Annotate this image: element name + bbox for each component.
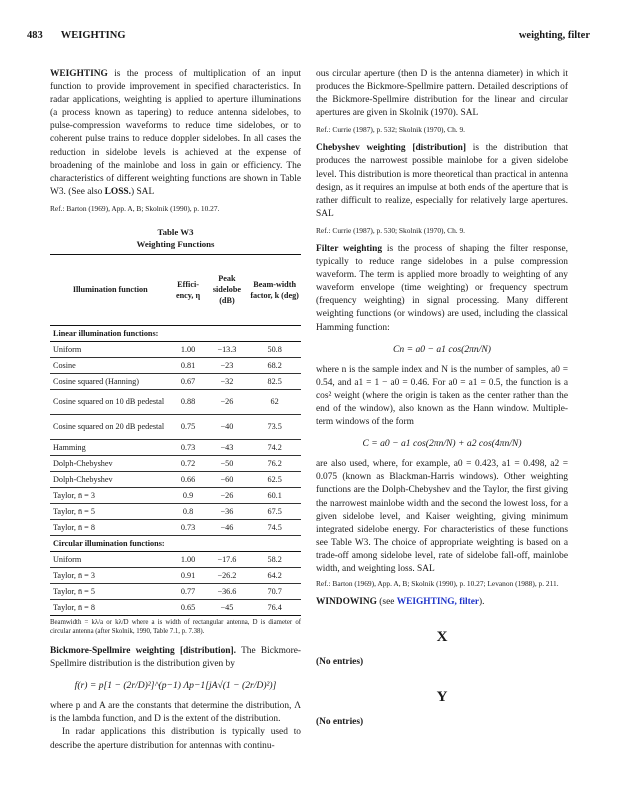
cell-efficiency: 1.00 (170, 341, 205, 357)
cell-function: Cosine (50, 357, 170, 373)
chebyshev-entry (316, 142, 568, 221)
bickmore-intro: The Bickmore-Spellmire distribution is the distribution given by (50, 645, 301, 670)
weighting-term: WEIGHTING (50, 69, 108, 79)
cell-beamwidth: 60.1 (248, 487, 301, 503)
right-column (316, 68, 568, 730)
filter-text3: are also used, where, for example, a0 = 0.423, a1 = 0.498, a2 = 0.075 (known as Blackman-Harris windows). Other weighting functions are the Dolph-Chebyshev and the Taylor, the first giving the narrowest mainlobe width and the second the lowest loss, for a given sidelobe level, and Kaiser weighting, giving minimum integrated sidelobe energy. For characteristics of these functions see Table W3. The choice of appropriate weighting is based on a trade-off among sidelobe level, rate of sidelobe fall-off, mainlobe width, and weighting loss. SAL (316, 459, 568, 574)
windowing-term: WINDOWING (316, 597, 377, 608)
bickmore-entry (50, 645, 301, 671)
cell-function: Taylor, n̄ = 8 (50, 599, 170, 615)
table-row (50, 389, 301, 414)
windowing-link[interactable]: WEIGHTING, filter (396, 597, 480, 608)
filter-term: Filter weighting (316, 243, 383, 254)
table-row (50, 599, 301, 615)
table-row (50, 519, 301, 535)
cell-efficiency: 0.88 (170, 389, 205, 414)
cell-beamwidth: 70.7 (248, 583, 301, 599)
cell-peak-sidelobe: −17.6 (206, 551, 249, 567)
chebyshev-text: is the distribution that produces the narrowest possible mainlobe for a given sidelobe level. This distribution is more theoretical than practical in antenna design, as it requires an impulse at both ends of the aperture that is rather difficult to realize, especially for relatively large apertures. SAL (316, 143, 568, 219)
table-row (50, 414, 301, 439)
table-header-row (50, 254, 301, 325)
table-row (50, 357, 301, 373)
bickmore-ref: Ref.: Currie (1987), p. 532; Skolnik (1970), Ch. 9. (316, 125, 466, 135)
table-row (50, 439, 301, 455)
cell-beamwidth: 73.5 (248, 414, 301, 439)
cell-beamwidth: 68.2 (248, 357, 301, 373)
col-efficiency: Effici-ency, η (170, 254, 205, 325)
windowing-pre: (see (376, 597, 397, 608)
cell-efficiency: 0.73 (170, 519, 205, 535)
x-no-entries: (No entries) (316, 657, 364, 668)
letter-y: Y (436, 689, 448, 706)
cell-peak-sidelobe: −46 (206, 519, 249, 535)
page-header (27, 30, 590, 46)
chebyshev-term: Chebyshev weighting [distribution] (316, 143, 466, 154)
bickmore-text2: In radar applications this distribution is typically used to describe the aperture distribution for antennas with continu- (50, 727, 301, 751)
table-row (50, 471, 301, 487)
table-caption (50, 226, 301, 250)
section-row-circular (50, 535, 301, 551)
weighting-text: is the process of multiplication of an input function to provide improvement in specified characteristics. In radar applications, weighting is applied to aperture illuminations (a process known as tapering) to reduce antenna sidelobes, to pulse-compression waveforms to reduce time sidelobes, or to coherent pulse trains to reduce doppler sidelobes. In all cases the reduction in sidelobe levels is achieved at the expense of broadening of the mainlobe and loss in gain or efficiency. The characteristics of different weighting functions are shown in Table W3. (See also (50, 69, 301, 197)
multiterm-equation: C = a0 − a1 cos(2πn/N) + a2 cos(4πn/N) (362, 438, 522, 450)
cell-peak-sidelobe: −26.2 (206, 567, 249, 583)
windowing-post: ). (479, 597, 485, 608)
header-left-title: WEIGHTING (60, 30, 126, 41)
cell-beamwidth: 50.8 (248, 341, 301, 357)
weighting-table (50, 254, 301, 616)
weighting-ref: Ref.: Barton (1969), App. A, B; Skolnik (1990), p. 10.27. (50, 203, 220, 213)
circular-rows (50, 551, 301, 615)
bickmore-continued: ous circular aperture (then D is the antenna diameter) in which it produces the Bickmore-Spellmire pattern. Detailed descriptions of the Bickmore-Spellmire distribution for the linear and circular apertures are given in Skolnik (1970). SAL (316, 69, 568, 119)
cell-peak-sidelobe: −43 (206, 439, 249, 455)
cell-peak-sidelobe: −36.6 (206, 583, 249, 599)
cell-function: Cosine squared on 20 dB pedestal (50, 414, 170, 439)
chebyshev-ref: Ref.: Currie (1987), p. 530; Skolnik (1970), Ch. 9. (316, 225, 466, 235)
cell-efficiency: 0.91 (170, 567, 205, 583)
cell-function: Dolph-Chebyshev (50, 471, 170, 487)
cell-peak-sidelobe: −36 (206, 503, 249, 519)
cell-peak-sidelobe: −45 (206, 599, 249, 615)
cell-function: Taylor, n̄ = 3 (50, 567, 170, 583)
cell-beamwidth: 74.5 (248, 519, 301, 535)
cell-efficiency: 0.66 (170, 471, 205, 487)
cell-efficiency: 0.9 (170, 487, 205, 503)
table-title: Weighting Functions (136, 238, 215, 249)
cell-efficiency: 0.8 (170, 503, 205, 519)
cell-efficiency: 0.65 (170, 599, 205, 615)
cell-function: Taylor, n̄ = 8 (50, 519, 170, 535)
cell-peak-sidelobe: −26 (206, 389, 249, 414)
y-no-entries: (No entries) (316, 717, 364, 728)
header-left (27, 30, 126, 41)
header-right-title: weighting, filter (518, 30, 590, 41)
cell-beamwidth: 58.2 (248, 551, 301, 567)
col-peak-sidelobe: Peak sidelobe (dB) (206, 254, 249, 325)
cell-efficiency: 0.81 (170, 357, 205, 373)
table-row (50, 583, 301, 599)
table-row (50, 373, 301, 389)
cell-beamwidth: 62.5 (248, 471, 301, 487)
weighting-entry (50, 68, 301, 199)
filter-entry (316, 243, 568, 335)
cell-efficiency: 0.67 (170, 373, 205, 389)
cell-peak-sidelobe: −50 (206, 455, 249, 471)
section-circular: Circular illumination functions: (50, 535, 301, 551)
cell-beamwidth: 62 (248, 389, 301, 414)
weighting-see-loss: LOSS. (104, 186, 131, 197)
filter-text2: where n is the sample index and N is the number of samples, a0 = 0.54, and a1 = 1 − a0 = 0.46. For a0 = a1 = 0.5, the function is a cos² weight (where the origin is taken as the center rather than the end of the window), also known as the Hann window. Multiple-term windows of the form (316, 364, 568, 428)
cell-peak-sidelobe: −40 (206, 414, 249, 439)
cell-function: Taylor, n̄ = 3 (50, 487, 170, 503)
weighting-sig: ) SAL (131, 186, 155, 197)
cell-function: Cosine squared (Hanning) (50, 373, 170, 389)
bickmore-text1: where p and A are the constants that determine the distribution, Λ is the lambda function, and D is the extent of the distribution. (50, 701, 301, 725)
hamming-equation: Cn = a0 − a1 cos(2πn/N) (393, 343, 491, 355)
linear-rows (50, 341, 301, 535)
cell-peak-sidelobe: −32 (206, 373, 249, 389)
cell-function: Dolph-Chebyshev (50, 455, 170, 471)
cell-efficiency: 0.72 (170, 455, 205, 471)
filter-text: is the process of shaping the filter response, typically to reduce range sidelobes in a pulse compression waveform. The term is applied more broadly to weighting of any waveform envelope (time weighting) or frequency spectrum (frequency weighting) in signal processing. Many different weighting functions (or windows) are used, including the classical Hamming function: (316, 243, 568, 333)
cell-function: Uniform (50, 551, 170, 567)
cell-function: Uniform (50, 341, 170, 357)
cell-efficiency: 0.77 (170, 583, 205, 599)
col-illumination: Illumination function (50, 254, 170, 325)
cell-beamwidth: 76.4 (248, 599, 301, 615)
table-row (50, 455, 301, 471)
cell-efficiency: 0.73 (170, 439, 205, 455)
cell-beamwidth: 64.2 (248, 567, 301, 583)
bickmore-term: Bickmore-Spellmire weighting [distribution]. (50, 645, 236, 656)
cell-beamwidth: 76.2 (248, 455, 301, 471)
cell-function: Hamming (50, 439, 170, 455)
table-row (50, 487, 301, 503)
table-row (50, 567, 301, 583)
cell-beamwidth: 67.5 (248, 503, 301, 519)
left-column (50, 68, 301, 753)
letter-x: X (436, 629, 448, 646)
cell-efficiency: 0.75 (170, 414, 205, 439)
cell-peak-sidelobe: −26 (206, 487, 249, 503)
bickmore-equation: f(r) = p[1 − (2r/D)²]^(p−1) Λp−1[jA√(1 − (2r/D)²)] (74, 680, 277, 692)
table-row (50, 341, 301, 357)
cell-beamwidth: 82.5 (248, 373, 301, 389)
section-row-linear (50, 325, 301, 341)
cell-efficiency: 1.00 (170, 551, 205, 567)
col-beamwidth: Beam-width factor, k (deg) (248, 254, 301, 325)
cell-peak-sidelobe: −60 (206, 471, 249, 487)
table-number: Table W3 (157, 226, 194, 237)
cell-peak-sidelobe: −23 (206, 357, 249, 373)
table-row (50, 503, 301, 519)
cell-peak-sidelobe: −13.3 (206, 341, 249, 357)
table-row (50, 551, 301, 567)
page-number: 483 (27, 30, 43, 41)
cell-function: Taylor, n̄ = 5 (50, 583, 170, 599)
cell-function: Taylor, n̄ = 5 (50, 503, 170, 519)
section-linear: Linear illumination functions: (50, 325, 301, 341)
cell-beamwidth: 74.2 (248, 439, 301, 455)
filter-ref: Ref.: Barton (1969), App. A, B; Skolnik (1990), p. 10.27; Levanon (1988), p. 211. (316, 579, 559, 589)
table-footnote: Beamwidth = kλ/a or kλ/D where a is width of rectangular antenna, D is diameter of circular antenna (after Skolnik, 1990, Table 7.1, p. 7.38). (50, 618, 301, 635)
cell-function: Cosine squared on 10 dB pedestal (50, 389, 170, 414)
windowing-entry (316, 596, 568, 609)
